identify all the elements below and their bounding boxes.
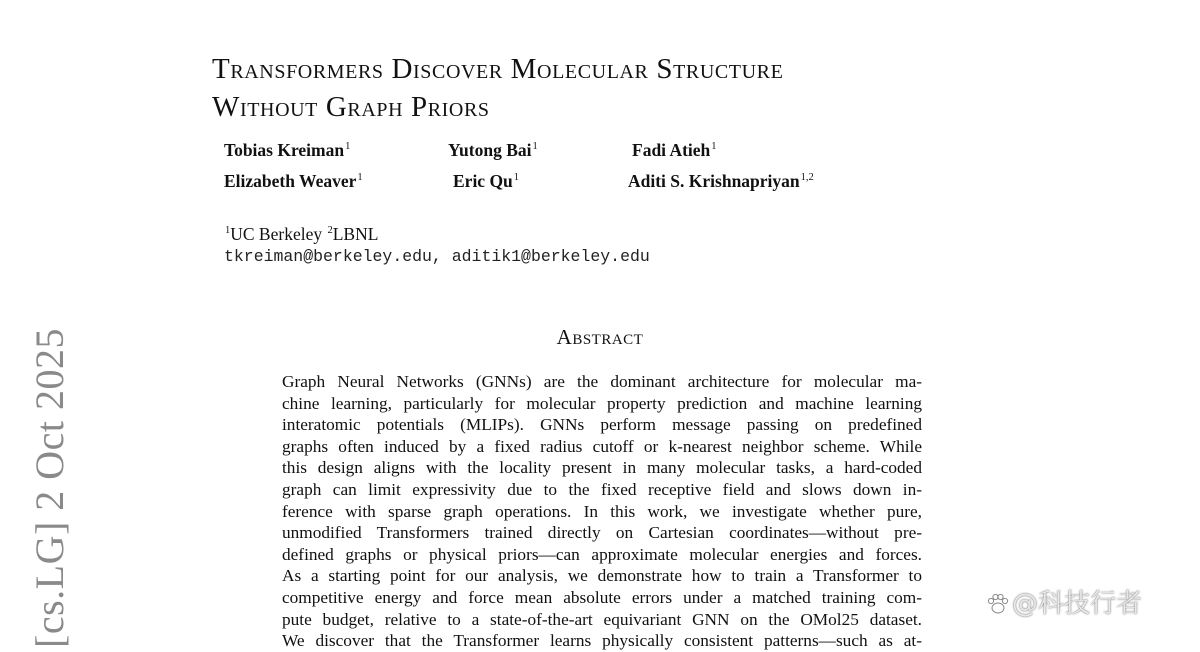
author-affiliation-mark: 1 [532, 141, 538, 152]
abstract-line: this design aligns with the locality present in many molecular tasks, a hard-coded [282, 458, 922, 478]
abstract-line: graphs often induced by a fixed radius cutoff or k-nearest neighbor scheme. While [282, 436, 922, 456]
author-affiliation-mark: 1,2 [800, 172, 814, 183]
author-name: Fadi Atieh [632, 140, 711, 160]
abstract-line: defined graphs or physical priors—can approximate molecular energies and forces. [282, 544, 922, 564]
author-name: Aditi S. Krishnapriyan [628, 171, 800, 191]
affiliation-mark-2: 2 [327, 225, 333, 236]
abstract-line: graph can limit expressivity due to the fixed receptive field and slows down in- [282, 479, 922, 499]
paper-title-line-2: Without Graph Priors [212, 91, 490, 123]
author-affiliation-mark: 1 [513, 172, 520, 183]
author-yutong-bai [448, 140, 538, 160]
author-eric-qu [453, 171, 519, 191]
abstract-line: competitive energy and force mean absolute errors under a matched training com- [282, 587, 922, 607]
abstract-line: Graph Neural Networks (GNNs) are the dominant architecture for molecular ma- [282, 372, 922, 391]
abstract-line: ference with sparse graph operations. In this work, we investigate whether pure, [282, 501, 922, 521]
abstract-line: pute budget, relative to a state-of-the-art equivariant GNN on the OMol25 dataset. [282, 609, 922, 629]
affiliation-uc-berkeley: UC Berkeley [230, 224, 323, 244]
author-affiliation-mark: 1 [711, 141, 717, 152]
abstract-line: We discover that the Transformer learns physically consistent patterns—such as at- [282, 631, 922, 651]
author-name: Tobias Kreiman [224, 140, 345, 160]
paw-icon [986, 592, 1010, 616]
affiliation-lbnl: LBNL [332, 224, 379, 244]
author-emails[interactable]: tkreiman@berkeley.edu, aditik1@berkeley.edu [224, 247, 650, 266]
abstract-body [282, 371, 922, 652]
author-affiliation-mark: 1 [357, 172, 363, 183]
paper-title-line-1: Transformers Discover Molecular Structure [212, 53, 784, 85]
abstract-line: unmodified Transformers trained directly on Cartesian coordinates—without pre- [282, 523, 922, 543]
author-elizabeth-weaver [224, 171, 363, 191]
author-fadi-atieh [632, 140, 717, 160]
affiliations [224, 223, 378, 245]
author-aditi-krishnapriyan [628, 171, 814, 191]
arxiv-stamp: [cs.LG] 2 Oct 2025 [27, 327, 72, 648]
abstract-line: As a starting point for our analysis, we demonstrate how to train a Transformer to [282, 566, 922, 586]
abstract-heading: Abstract [556, 325, 644, 349]
paper-title [212, 50, 1032, 126]
abstract-line: interatomic potentials (MLIPs). GNNs perform message passing on predefined [282, 415, 922, 435]
watermark-text: @科技行者 [1012, 589, 1143, 619]
author-affiliation-mark: 1 [345, 141, 351, 152]
author-name: Eric Qu [453, 171, 513, 191]
watermark [986, 588, 1142, 620]
author-name: Elizabeth Weaver [224, 171, 357, 191]
abstract-line: chine learning, particularly for molecular property prediction and machine learning [282, 393, 922, 413]
author-tobias-kreiman [224, 140, 350, 160]
author-name: Yutong Bai [448, 140, 532, 160]
affiliation-mark-1: 1 [225, 225, 231, 236]
